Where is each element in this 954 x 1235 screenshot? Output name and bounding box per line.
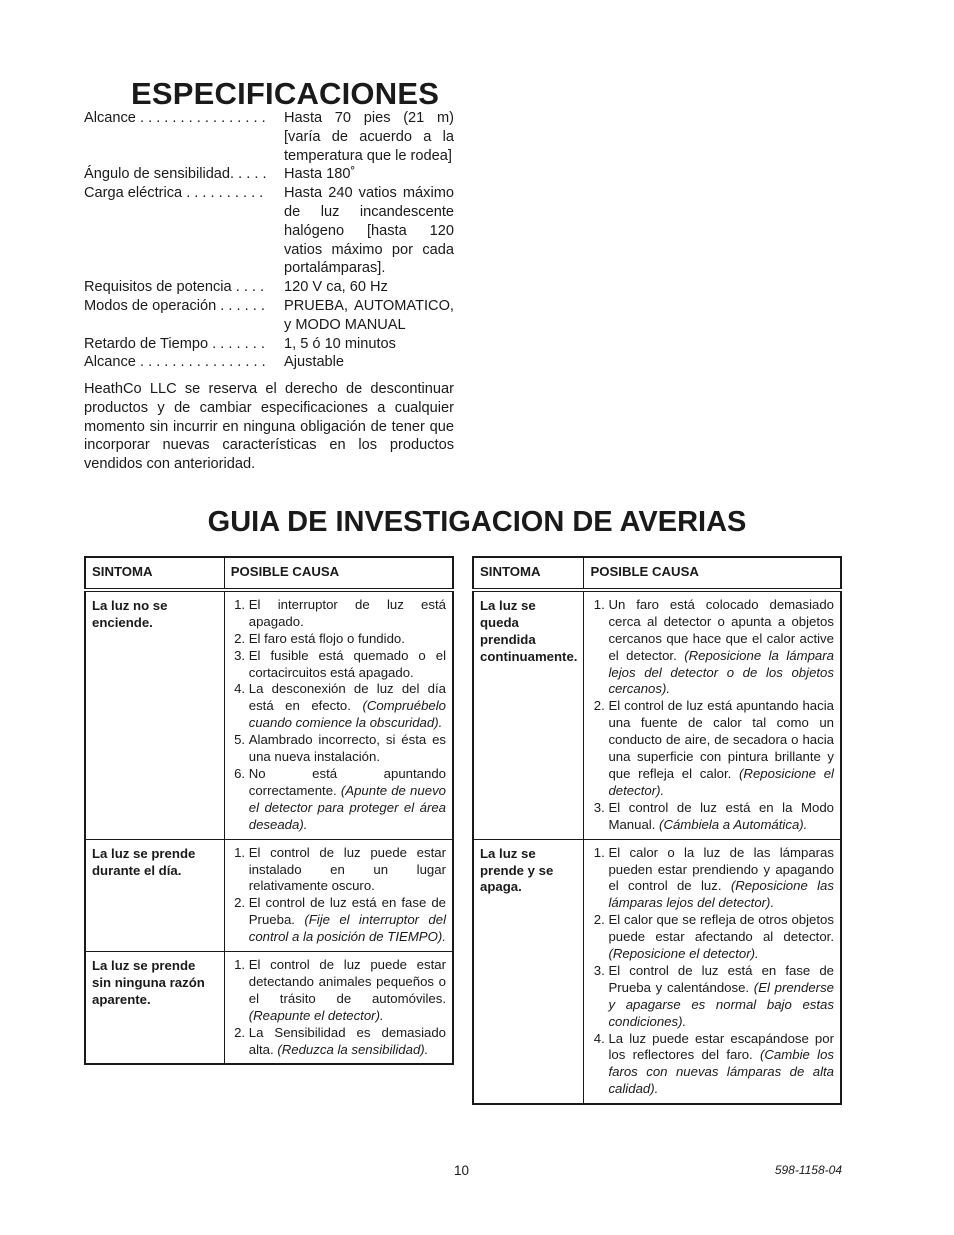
spec-label: Retardo de Tiempo . . . . . . . <box>84 335 265 352</box>
spec-row <box>84 184 454 278</box>
cause-text: El control de luz está en fase de Prueba. <box>248 895 446 928</box>
cause-item <box>249 1025 446 1059</box>
cause-text: El control de luz está en fase de Prueba y calentándose. <box>608 962 834 995</box>
cause-item <box>608 912 834 963</box>
cause-item <box>608 597 834 698</box>
spec-row <box>84 335 454 354</box>
header-symptom: SINTOMA <box>473 557 584 590</box>
cause-text: La Sensibilidad es demasiado alta. <box>248 1024 446 1057</box>
cause-text: El control de luz puede estar instalado en un lugar relativamente oscuro. <box>248 844 446 894</box>
table-row <box>473 839 841 1104</box>
cause-item <box>608 1031 834 1099</box>
cause-text: Alambrado incorrecto, si ésta es una nueva instalación. <box>248 732 446 765</box>
cause-item <box>608 698 834 799</box>
cause-list <box>584 845 834 1099</box>
table-row <box>473 590 841 839</box>
troubleshooting-title: GUIA DE INVESTIGACION DE AVERIAS <box>207 506 747 538</box>
spec-row <box>84 297 454 335</box>
cause-cell <box>584 839 841 1104</box>
spec-value: Hasta 70 pies (21 m) [varía de acuerdo a la temperatura que le rodea] <box>284 110 454 164</box>
table-row <box>85 952 453 1065</box>
cause-text: El fusible está quemado o el cortacircuitos está apagado. <box>248 647 446 680</box>
spec-label: Alcance . . . . . . . . . . . . . . . . <box>84 110 266 126</box>
document-number: 598-1158-04 <box>774 1163 842 1177</box>
spec-row <box>84 278 454 297</box>
symptom-cell: La luz se prende y se apaga. <box>473 839 584 1104</box>
spec-value: Hasta 180˚ <box>284 166 356 183</box>
spec-label: Requisitos de potencia . . . . <box>84 279 265 296</box>
cause-item <box>249 957 446 1025</box>
cause-text: No está apuntando correctamente. <box>248 765 446 798</box>
header-possible-cause: POSIBLE CAUSA <box>584 557 841 590</box>
cause-item <box>608 963 834 1031</box>
table-row <box>85 839 453 951</box>
cause-text: El calor que se refleja de otros objetos puede estar afectando al detector. <box>608 912 834 945</box>
table-row <box>85 590 453 839</box>
cause-item <box>249 895 446 946</box>
cause-text: La desconexión de luz del día está en efecto. <box>248 681 446 714</box>
cause-remedy: (Compruébelo cuando comience la obscuridad). <box>248 698 446 731</box>
cause-item <box>249 732 446 766</box>
cause-cell <box>224 839 453 951</box>
page-number: 10 <box>454 1163 470 1178</box>
cause-list <box>225 845 446 946</box>
cause-list <box>225 957 446 1058</box>
cause-remedy: (Cámbiela a Automática). <box>659 816 808 832</box>
cause-remedy: (Reapunte el detector). <box>248 1007 384 1023</box>
spec-value: 120 V ca, 60 Hz <box>284 279 388 296</box>
spec-row <box>84 109 454 165</box>
cause-cell <box>224 952 453 1065</box>
cause-remedy: (Fije el interruptor del control a la posición de TIEMPO). <box>248 912 446 945</box>
spec-label: Ángulo de sensibilidad. . . . . <box>84 166 267 183</box>
header-possible-cause: POSIBLE CAUSA <box>224 557 453 590</box>
cause-text: El control de luz está en la Modo Manual. <box>608 799 834 832</box>
cause-list <box>584 597 834 834</box>
cause-remedy: (Cambie los faros con nuevas lámparas de alta calidad). <box>608 1047 834 1097</box>
cause-item <box>608 845 834 913</box>
spec-label: Carga eléctrica . . . . . . . . . . <box>84 185 264 202</box>
cause-item <box>249 631 446 648</box>
cause-text: El control de luz está apuntando hacia una fuente de calor tal como un conducto de aire, de secadora o hacia una superficie con pintura brillante y que refleja el calor. <box>608 698 834 781</box>
cause-remedy: (Reposicione el detector). <box>608 946 759 962</box>
symptom-cell: La luz no se enciende. <box>85 590 224 839</box>
symptom-cell: La luz se prende sin ninguna razón aparente. <box>85 952 224 1065</box>
cause-item <box>249 766 446 834</box>
symptom-cell: La luz se prende durante el día. <box>85 839 224 951</box>
cause-text: El faro está flojo o fundido. <box>248 630 405 646</box>
cause-remedy: (Reduzca la sensibilidad). <box>277 1041 429 1057</box>
cause-cell <box>224 590 453 839</box>
symptom-cell: La luz se queda prendida continuamente. <box>473 590 584 839</box>
spec-row <box>84 353 454 372</box>
cause-remedy: (Reposicione el detector). <box>608 765 834 798</box>
specifications-list <box>84 109 454 372</box>
cause-text: El interruptor de luz está apagado. <box>248 596 446 629</box>
specifications-title: ESPECIFICACIONES <box>131 76 440 111</box>
cause-text: La luz puede estar escapándose por los reflectores del faro. <box>608 1030 834 1063</box>
cause-text: El control de luz puede estar detectando animales pequeños o el trásito de automóviles. <box>248 957 446 1006</box>
cause-item <box>249 845 446 896</box>
cause-item <box>608 800 834 834</box>
cause-list <box>225 597 446 834</box>
cause-text: Un faro está colocado demasiado cerca al detector o apunta a objetos cercanos que hace que el calor active el detector. <box>608 596 834 663</box>
spec-label: Alcance . . . . . . . . . . . . . . . . <box>84 354 266 371</box>
table-body <box>473 590 841 1104</box>
cause-remedy: (Apunte de nuevo el detector para proteger el área deseada). <box>248 782 446 832</box>
cause-item <box>249 648 446 682</box>
troubleshooting-table-left <box>84 556 454 1065</box>
cause-remedy: (Reposicione la lámpara lejos del detector o de los objetos cercanos). <box>608 647 834 697</box>
spec-value: PRUEBA, AUTOMATICO, y MODO MANUAL <box>284 297 454 333</box>
cause-text: El calor o la luz de las lámparas pueden estar prendiendo y apagando el control de luz. <box>608 844 834 894</box>
cause-remedy: (El prenderse y apagarse es normal bajo estas condiciones). <box>608 979 834 1029</box>
spec-label: Modos de operación . . . . . . <box>84 297 265 314</box>
troubleshooting-table-right <box>472 556 842 1105</box>
cause-item <box>249 597 446 631</box>
cause-cell <box>584 590 841 839</box>
cause-remedy: (Reposicione las lámparas lejos del detector). <box>608 878 834 911</box>
spec-value: Ajustable <box>284 354 345 371</box>
spec-value: 1, 5 ó 10 minutos <box>284 335 396 352</box>
cause-item <box>249 681 446 732</box>
header-symptom: SINTOMA <box>85 557 224 590</box>
spec-value: Hasta 240 vatios máximo de luz incandescente halógeno [hasta 120 vatios máximo por cada portalámparas]. <box>284 185 454 277</box>
spec-row <box>84 165 454 184</box>
table-body <box>85 590 453 1065</box>
disclaimer-paragraph: HeathCo LLC se reserva el derecho de descontinuar productos y de cambiar especificaciones a cualquier momento sin incurrir en ninguna obligación de tener que incorporar nuevas características en los productos vendidos con anterioridad. <box>84 381 454 473</box>
